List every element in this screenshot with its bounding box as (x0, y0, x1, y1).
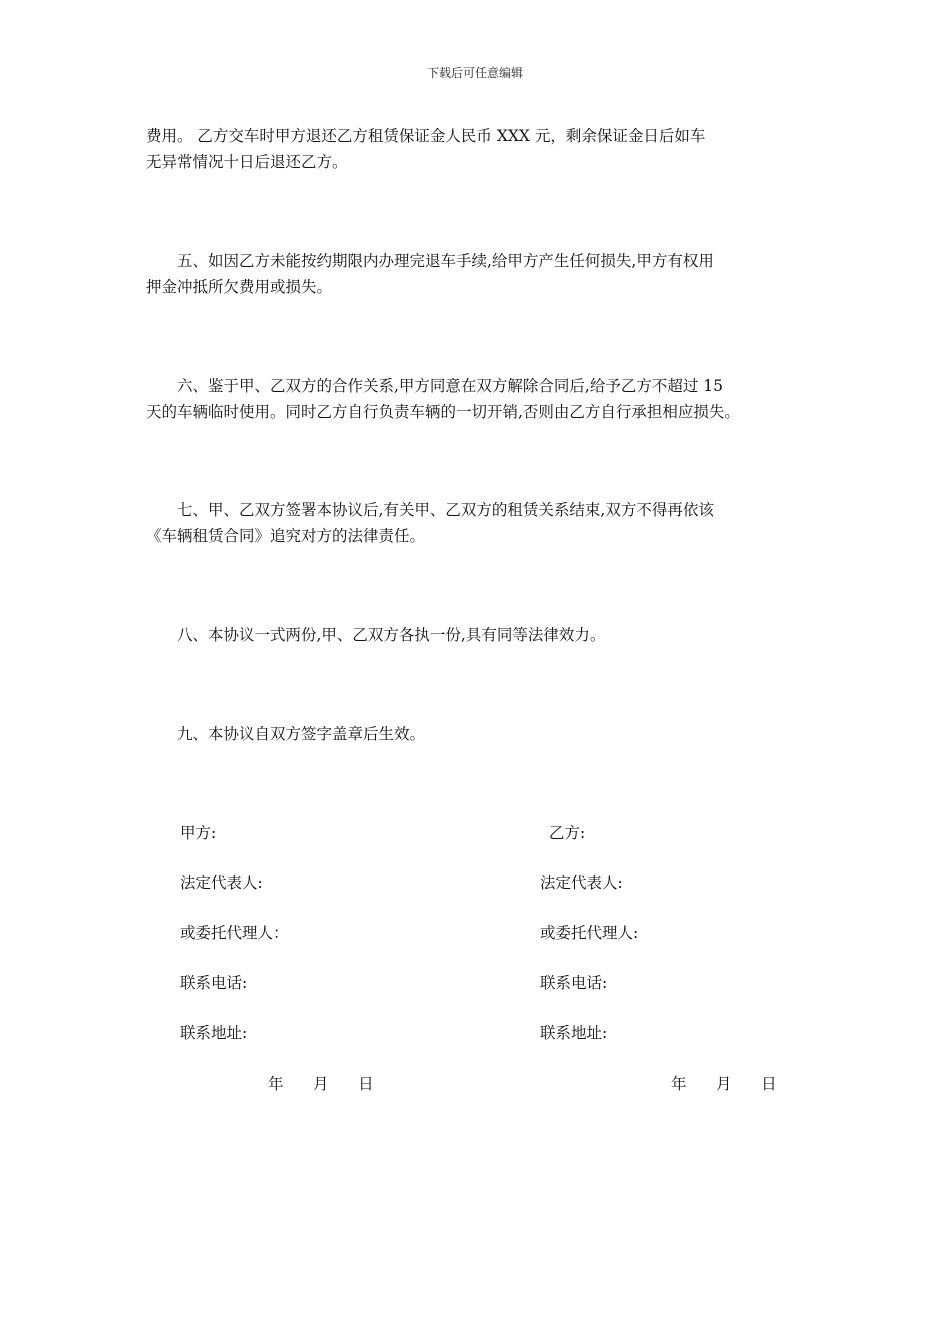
party-a-agent-label: 或委托代理人： (180, 924, 289, 942)
party-b-date: 年 月 日 (671, 1075, 777, 1093)
paragraph-line: 六、鉴于甲、乙双方的合作关系,甲方同意在双方解除合同后,给予乙方不超过 15 (177, 377, 724, 395)
paragraph-line: 五、如因乙方未能按约期限内办理完退车手续,给甲方产生任何损失,甲方有权用 (177, 252, 714, 270)
party-a-address-label: 联系地址: (180, 1024, 248, 1042)
party-a-legal-rep-label: 法定代表人: (180, 874, 263, 892)
clause-5 (146, 248, 816, 300)
paragraph-line: 天的车辆临时使用。同时乙方自行负责车辆的一切开销,否则由乙方自行承担相应损失。 (146, 403, 740, 421)
clause-7 (146, 497, 816, 549)
clause-9 (146, 721, 816, 747)
paragraph-line: 八、本协议一式两份,甲、乙双方各执一份,具有同等法律效力。 (177, 626, 606, 644)
paragraph-line: 费用。 乙方交车时甲方退还乙方租赁保证金人民币 XXX 元，剩余保证金日后如车 (146, 127, 706, 145)
paragraph-line: 七、甲、乙双方签署本协议后,有关甲、乙双方的租赁关系结束,双方不得再依该 (177, 501, 714, 519)
party-b-legal-rep-label: 法定代表人: (540, 874, 623, 892)
party-a-label: 甲方: (180, 824, 217, 842)
clause-6 (146, 373, 816, 425)
paragraph-line: 九、本协议自双方签字盖章后生效。 (177, 725, 426, 743)
page-header: 下载后可任意编辑 (426, 66, 523, 80)
paragraph-line: 押金冲抵所欠费用或损失。 (146, 278, 333, 296)
party-a-phone-label: 联系电话: (180, 974, 248, 992)
paragraph-deposit-refund (146, 123, 816, 175)
paragraph-line: 《车辆租赁合同》追究对方的法律责任。 (146, 527, 426, 545)
party-b-address-label: 联系地址: (540, 1024, 608, 1042)
party-b-phone-label: 联系电话: (540, 974, 608, 992)
party-b-label: 乙方: (549, 824, 586, 842)
paragraph-line: 无异常情况十日后退还乙方。 (146, 153, 348, 171)
party-a-date: 年 月 日 (268, 1075, 374, 1093)
party-b-agent-label: 或委托代理人: (540, 924, 639, 942)
clause-8 (146, 622, 816, 648)
